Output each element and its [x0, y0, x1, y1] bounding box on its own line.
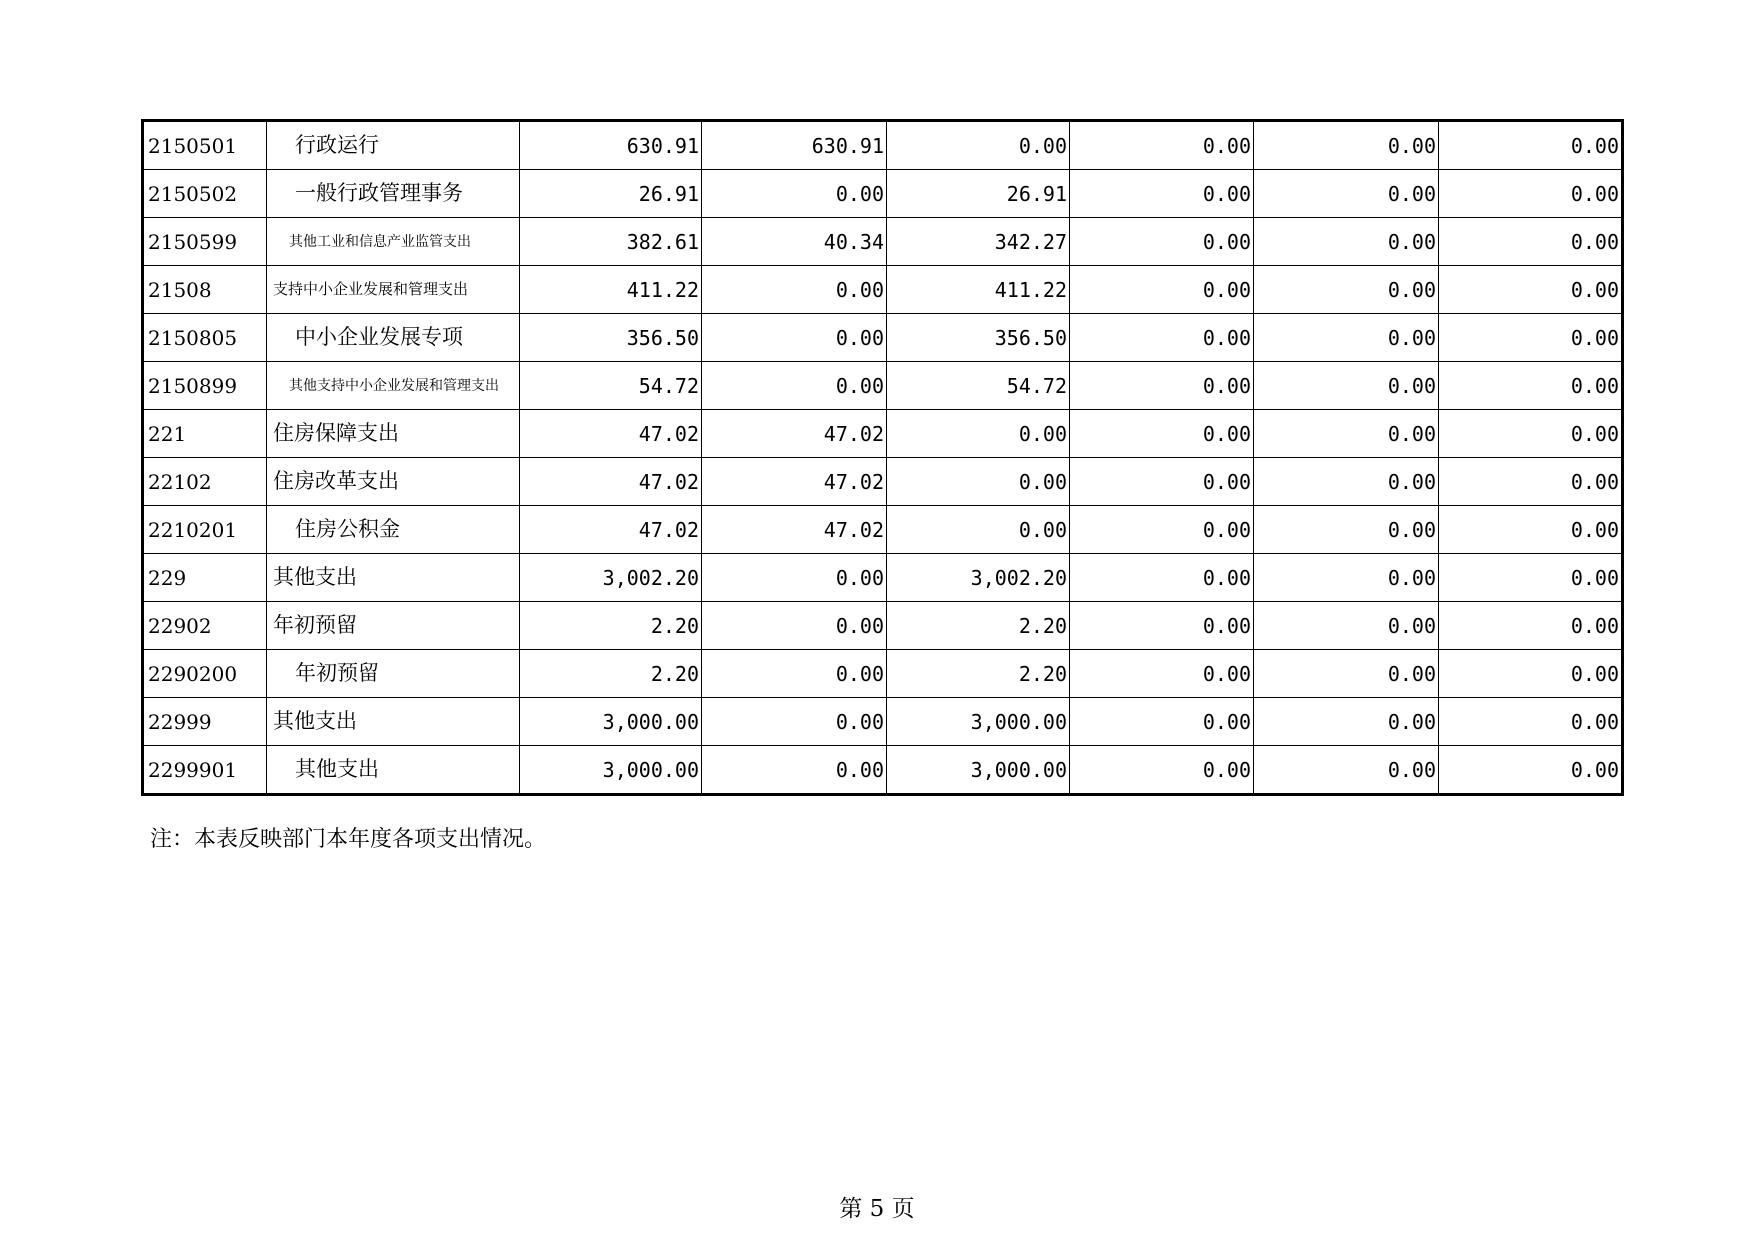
amount-cell: 0.00 [702, 362, 887, 410]
amount-cell: 0.00 [1254, 266, 1439, 314]
amount-cell: 0.00 [1439, 506, 1623, 554]
amount-cell: 0.00 [1254, 170, 1439, 218]
amount-cell: 0.00 [1439, 650, 1623, 698]
amount-cell: 0.00 [1254, 746, 1439, 795]
table-body [143, 121, 1623, 795]
amount-cell: 0.00 [1254, 362, 1439, 410]
amount-cell: 356.50 [520, 314, 702, 362]
amount-cell: 0.00 [1439, 554, 1623, 602]
table-row [143, 698, 1623, 746]
subject-code-cell: 229 [143, 554, 267, 602]
subject-name-cell: 其他支出 [267, 554, 520, 602]
amount-cell: 0.00 [1439, 410, 1623, 458]
table-row [143, 602, 1623, 650]
amount-cell: 411.22 [520, 266, 702, 314]
amount-cell: 630.91 [702, 121, 887, 170]
subject-code-cell: 2150899 [143, 362, 267, 410]
amount-cell: 0.00 [1254, 218, 1439, 266]
amount-cell: 26.91 [520, 170, 702, 218]
amount-cell: 0.00 [702, 746, 887, 795]
amount-cell: 0.00 [1070, 746, 1254, 795]
table-row [143, 650, 1623, 698]
amount-cell: 0.00 [887, 121, 1070, 170]
subject-code-cell: 2150599 [143, 218, 267, 266]
amount-cell: 0.00 [1254, 698, 1439, 746]
page-number: 第 5 页 [839, 1196, 915, 1222]
amount-cell: 0.00 [702, 314, 887, 362]
amount-cell: 0.00 [1070, 506, 1254, 554]
amount-cell: 3,002.20 [887, 554, 1070, 602]
subject-code-cell: 2299901 [143, 746, 267, 795]
subject-code-cell: 22902 [143, 602, 267, 650]
amount-cell: 0.00 [1070, 362, 1254, 410]
amount-cell: 47.02 [702, 506, 887, 554]
subject-name-cell: 年初预留 [267, 602, 520, 650]
amount-cell: 0.00 [1070, 554, 1254, 602]
amount-cell: 0.00 [1070, 602, 1254, 650]
table-row [143, 266, 1623, 314]
table-row [143, 458, 1623, 506]
subject-name-cell: 年初预留 [267, 650, 520, 698]
subject-name-cell: 其他支出 [267, 698, 520, 746]
amount-cell: 26.91 [887, 170, 1070, 218]
subject-name-cell: 中小企业发展专项 [267, 314, 520, 362]
subject-code-cell: 2150502 [143, 170, 267, 218]
amount-cell: 411.22 [887, 266, 1070, 314]
table-row [143, 121, 1623, 170]
amount-cell: 630.91 [520, 121, 702, 170]
amount-cell: 0.00 [1439, 121, 1623, 170]
expenditure-table [141, 119, 1624, 796]
amount-cell: 47.02 [702, 458, 887, 506]
amount-cell: 0.00 [1439, 362, 1623, 410]
subject-code-cell: 21508 [143, 266, 267, 314]
table-row [143, 506, 1623, 554]
amount-cell: 0.00 [887, 410, 1070, 458]
amount-cell: 47.02 [520, 506, 702, 554]
subject-code-cell: 2290200 [143, 650, 267, 698]
subject-code-cell: 2150501 [143, 121, 267, 170]
amount-cell: 2.20 [887, 650, 1070, 698]
subject-code-cell: 2210201 [143, 506, 267, 554]
subject-name-cell: 支持中小企业发展和管理支出 [267, 266, 520, 314]
table-row [143, 554, 1623, 602]
amount-cell: 0.00 [1254, 458, 1439, 506]
amount-cell: 0.00 [1439, 314, 1623, 362]
amount-cell: 3,000.00 [887, 746, 1070, 795]
amount-cell: 54.72 [520, 362, 702, 410]
amount-cell: 3,000.00 [887, 698, 1070, 746]
subject-name-cell: 其他支持中小企业发展和管理支出 [267, 362, 520, 410]
amount-cell: 0.00 [1070, 170, 1254, 218]
amount-cell: 3,000.00 [520, 746, 702, 795]
subject-name-cell: 住房公积金 [267, 506, 520, 554]
amount-cell: 0.00 [1439, 170, 1623, 218]
amount-cell: 0.00 [1254, 410, 1439, 458]
amount-cell: 0.00 [1070, 266, 1254, 314]
subject-code-cell: 221 [143, 410, 267, 458]
subject-name-cell: 行政运行 [267, 121, 520, 170]
amount-cell: 40.34 [702, 218, 887, 266]
amount-cell: 0.00 [887, 458, 1070, 506]
amount-cell: 0.00 [1070, 458, 1254, 506]
amount-cell: 382.61 [520, 218, 702, 266]
amount-cell: 0.00 [1254, 121, 1439, 170]
table-row [143, 410, 1623, 458]
subject-name-cell: 住房保障支出 [267, 410, 520, 458]
amount-cell: 3,000.00 [520, 698, 702, 746]
amount-cell: 2.20 [520, 650, 702, 698]
amount-cell: 0.00 [1070, 121, 1254, 170]
subject-code-cell: 2150805 [143, 314, 267, 362]
table-row [143, 746, 1623, 795]
subject-name-cell: 住房改革支出 [267, 458, 520, 506]
amount-cell: 47.02 [520, 458, 702, 506]
amount-cell: 356.50 [887, 314, 1070, 362]
amount-cell: 0.00 [1254, 506, 1439, 554]
table-row [143, 218, 1623, 266]
amount-cell: 0.00 [1439, 218, 1623, 266]
amount-cell: 0.00 [1439, 266, 1623, 314]
amount-cell: 0.00 [887, 506, 1070, 554]
amount-cell: 3,002.20 [520, 554, 702, 602]
amount-cell: 0.00 [1070, 218, 1254, 266]
table-row [143, 362, 1623, 410]
amount-cell: 0.00 [1439, 746, 1623, 795]
amount-cell: 2.20 [520, 602, 702, 650]
amount-cell: 0.00 [1254, 314, 1439, 362]
subject-code-cell: 22999 [143, 698, 267, 746]
amount-cell: 0.00 [1070, 650, 1254, 698]
subject-code-cell: 22102 [143, 458, 267, 506]
subject-name-cell: 一般行政管理事务 [267, 170, 520, 218]
amount-cell: 0.00 [702, 170, 887, 218]
amount-cell: 0.00 [1254, 554, 1439, 602]
amount-cell: 47.02 [520, 410, 702, 458]
amount-cell: 0.00 [1439, 602, 1623, 650]
table-row [143, 314, 1623, 362]
amount-cell: 47.02 [702, 410, 887, 458]
subject-name-cell: 其他支出 [267, 746, 520, 795]
amount-cell: 0.00 [1439, 698, 1623, 746]
table-row [143, 170, 1623, 218]
amount-cell: 0.00 [1254, 602, 1439, 650]
amount-cell: 0.00 [1439, 458, 1623, 506]
amount-cell: 0.00 [702, 698, 887, 746]
amount-cell: 0.00 [702, 554, 887, 602]
amount-cell: 2.20 [887, 602, 1070, 650]
amount-cell: 0.00 [702, 602, 887, 650]
amount-cell: 0.00 [702, 650, 887, 698]
amount-cell: 0.00 [1070, 698, 1254, 746]
amount-cell: 54.72 [887, 362, 1070, 410]
amount-cell: 0.00 [1070, 314, 1254, 362]
subject-name-cell: 其他工业和信息产业监管支出 [267, 218, 520, 266]
table-note: 注：本表反映部门本年度各项支出情况。 [150, 827, 547, 852]
amount-cell: 0.00 [702, 266, 887, 314]
amount-cell: 0.00 [1254, 650, 1439, 698]
amount-cell: 0.00 [1070, 410, 1254, 458]
amount-cell: 342.27 [887, 218, 1070, 266]
